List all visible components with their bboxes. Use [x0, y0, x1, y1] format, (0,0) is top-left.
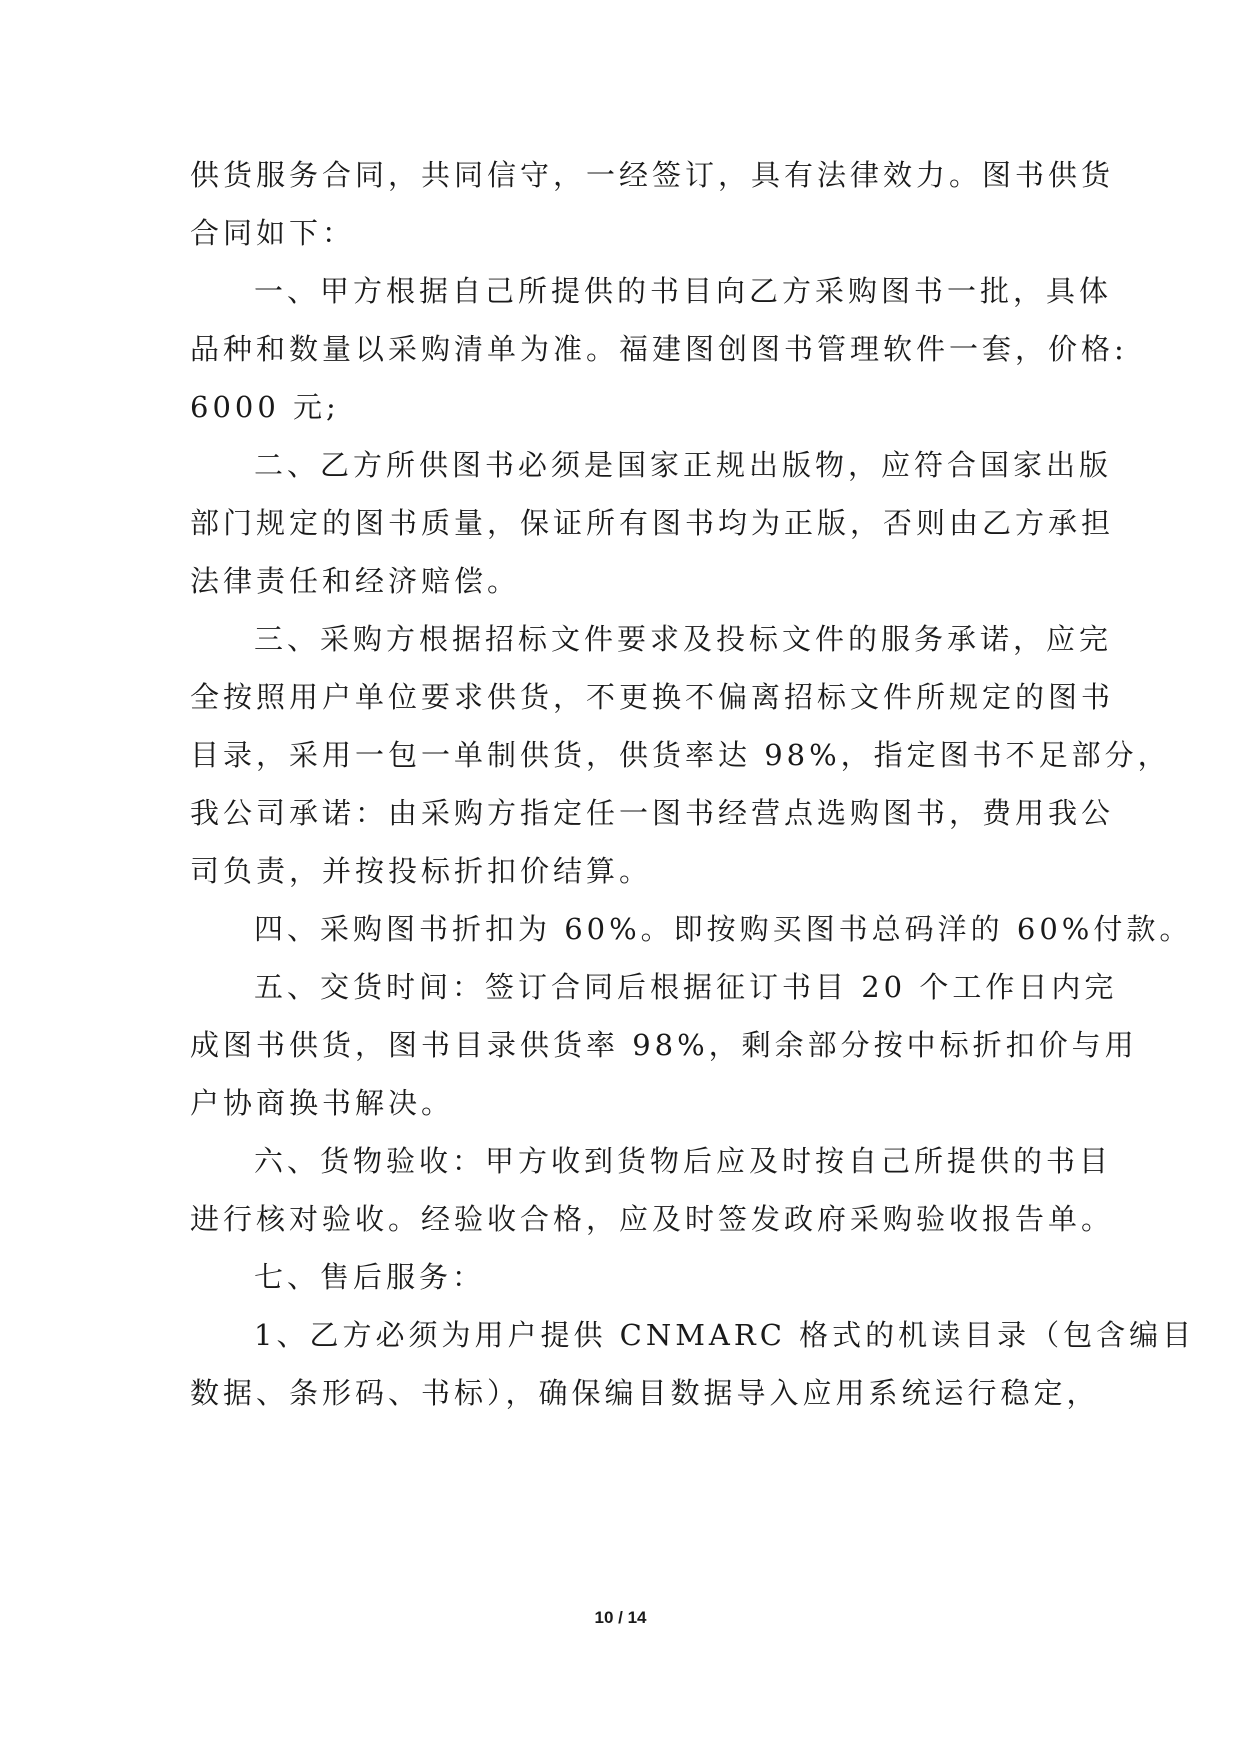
text-line: 二、乙方所供图书必须是国家正规出版物，应符合国家出版: [254, 448, 1113, 482]
text-line: 数据、条形码、书标），确保编目数据导入应用系统运行稳定，: [190, 1376, 1100, 1410]
text-line: 供货服务合同，共同信守，一经签订，具有法律效力。图书供货: [190, 158, 1115, 192]
text-line: 合同如下：: [190, 216, 356, 250]
page-number: 10 / 14: [594, 1608, 647, 1627]
text-line: 我公司承诺：由采购方指定任一图书经营点选购图书，费用我公: [190, 796, 1115, 830]
text-line: 六、货物验收：甲方收到货物后应及时按自己所提供的书目: [254, 1144, 1113, 1178]
text-line: 部门规定的图书质量，保证所有图书均为正版，否则由乙方承担: [190, 506, 1115, 540]
text-line: 户协商换书解决。: [190, 1086, 455, 1120]
text-line: 三、采购方根据招标文件要求及投标文件的服务承诺，应完: [254, 622, 1113, 656]
text-line: 司负责，并按投标折扣价结算。: [190, 854, 653, 888]
text-line: 进行核对验收。经验收合格，应及时签发政府采购验收报告单。: [190, 1202, 1115, 1236]
text-line: 品种和数量以采购清单为准。福建图创图书管理软件一套，价格:: [190, 332, 1128, 366]
text-line: 法律责任和经济赔偿。: [190, 564, 521, 598]
text-line: 四、采购图书折扣为 60%。即按购买图书总码洋的 60%付款。: [254, 912, 1193, 946]
text-line: 五、交货时间：签订合同后根据征订书目 20 个工作日内完: [254, 970, 1118, 1004]
text-line: 目录，采用一包一单制供货，供货率达 98%，指定图书不足部分，: [190, 738, 1171, 772]
text-line: 一、甲方根据自己所提供的书目向乙方采购图书一批，具体: [254, 274, 1113, 308]
text-line: 成图书供货，图书目录供货率 98%，剩余部分按中标折扣价与用: [190, 1028, 1138, 1062]
text-line: 1、乙方必须为用户提供 CNMARC 格式的机读目录（包含编目: [254, 1318, 1196, 1352]
text-line: 七、售后服务：: [254, 1260, 486, 1294]
text-line: 6000 元;: [190, 390, 340, 424]
text-line: 全按照用户单位要求供货，不更换不偏离招标文件所规定的图书: [190, 680, 1115, 714]
